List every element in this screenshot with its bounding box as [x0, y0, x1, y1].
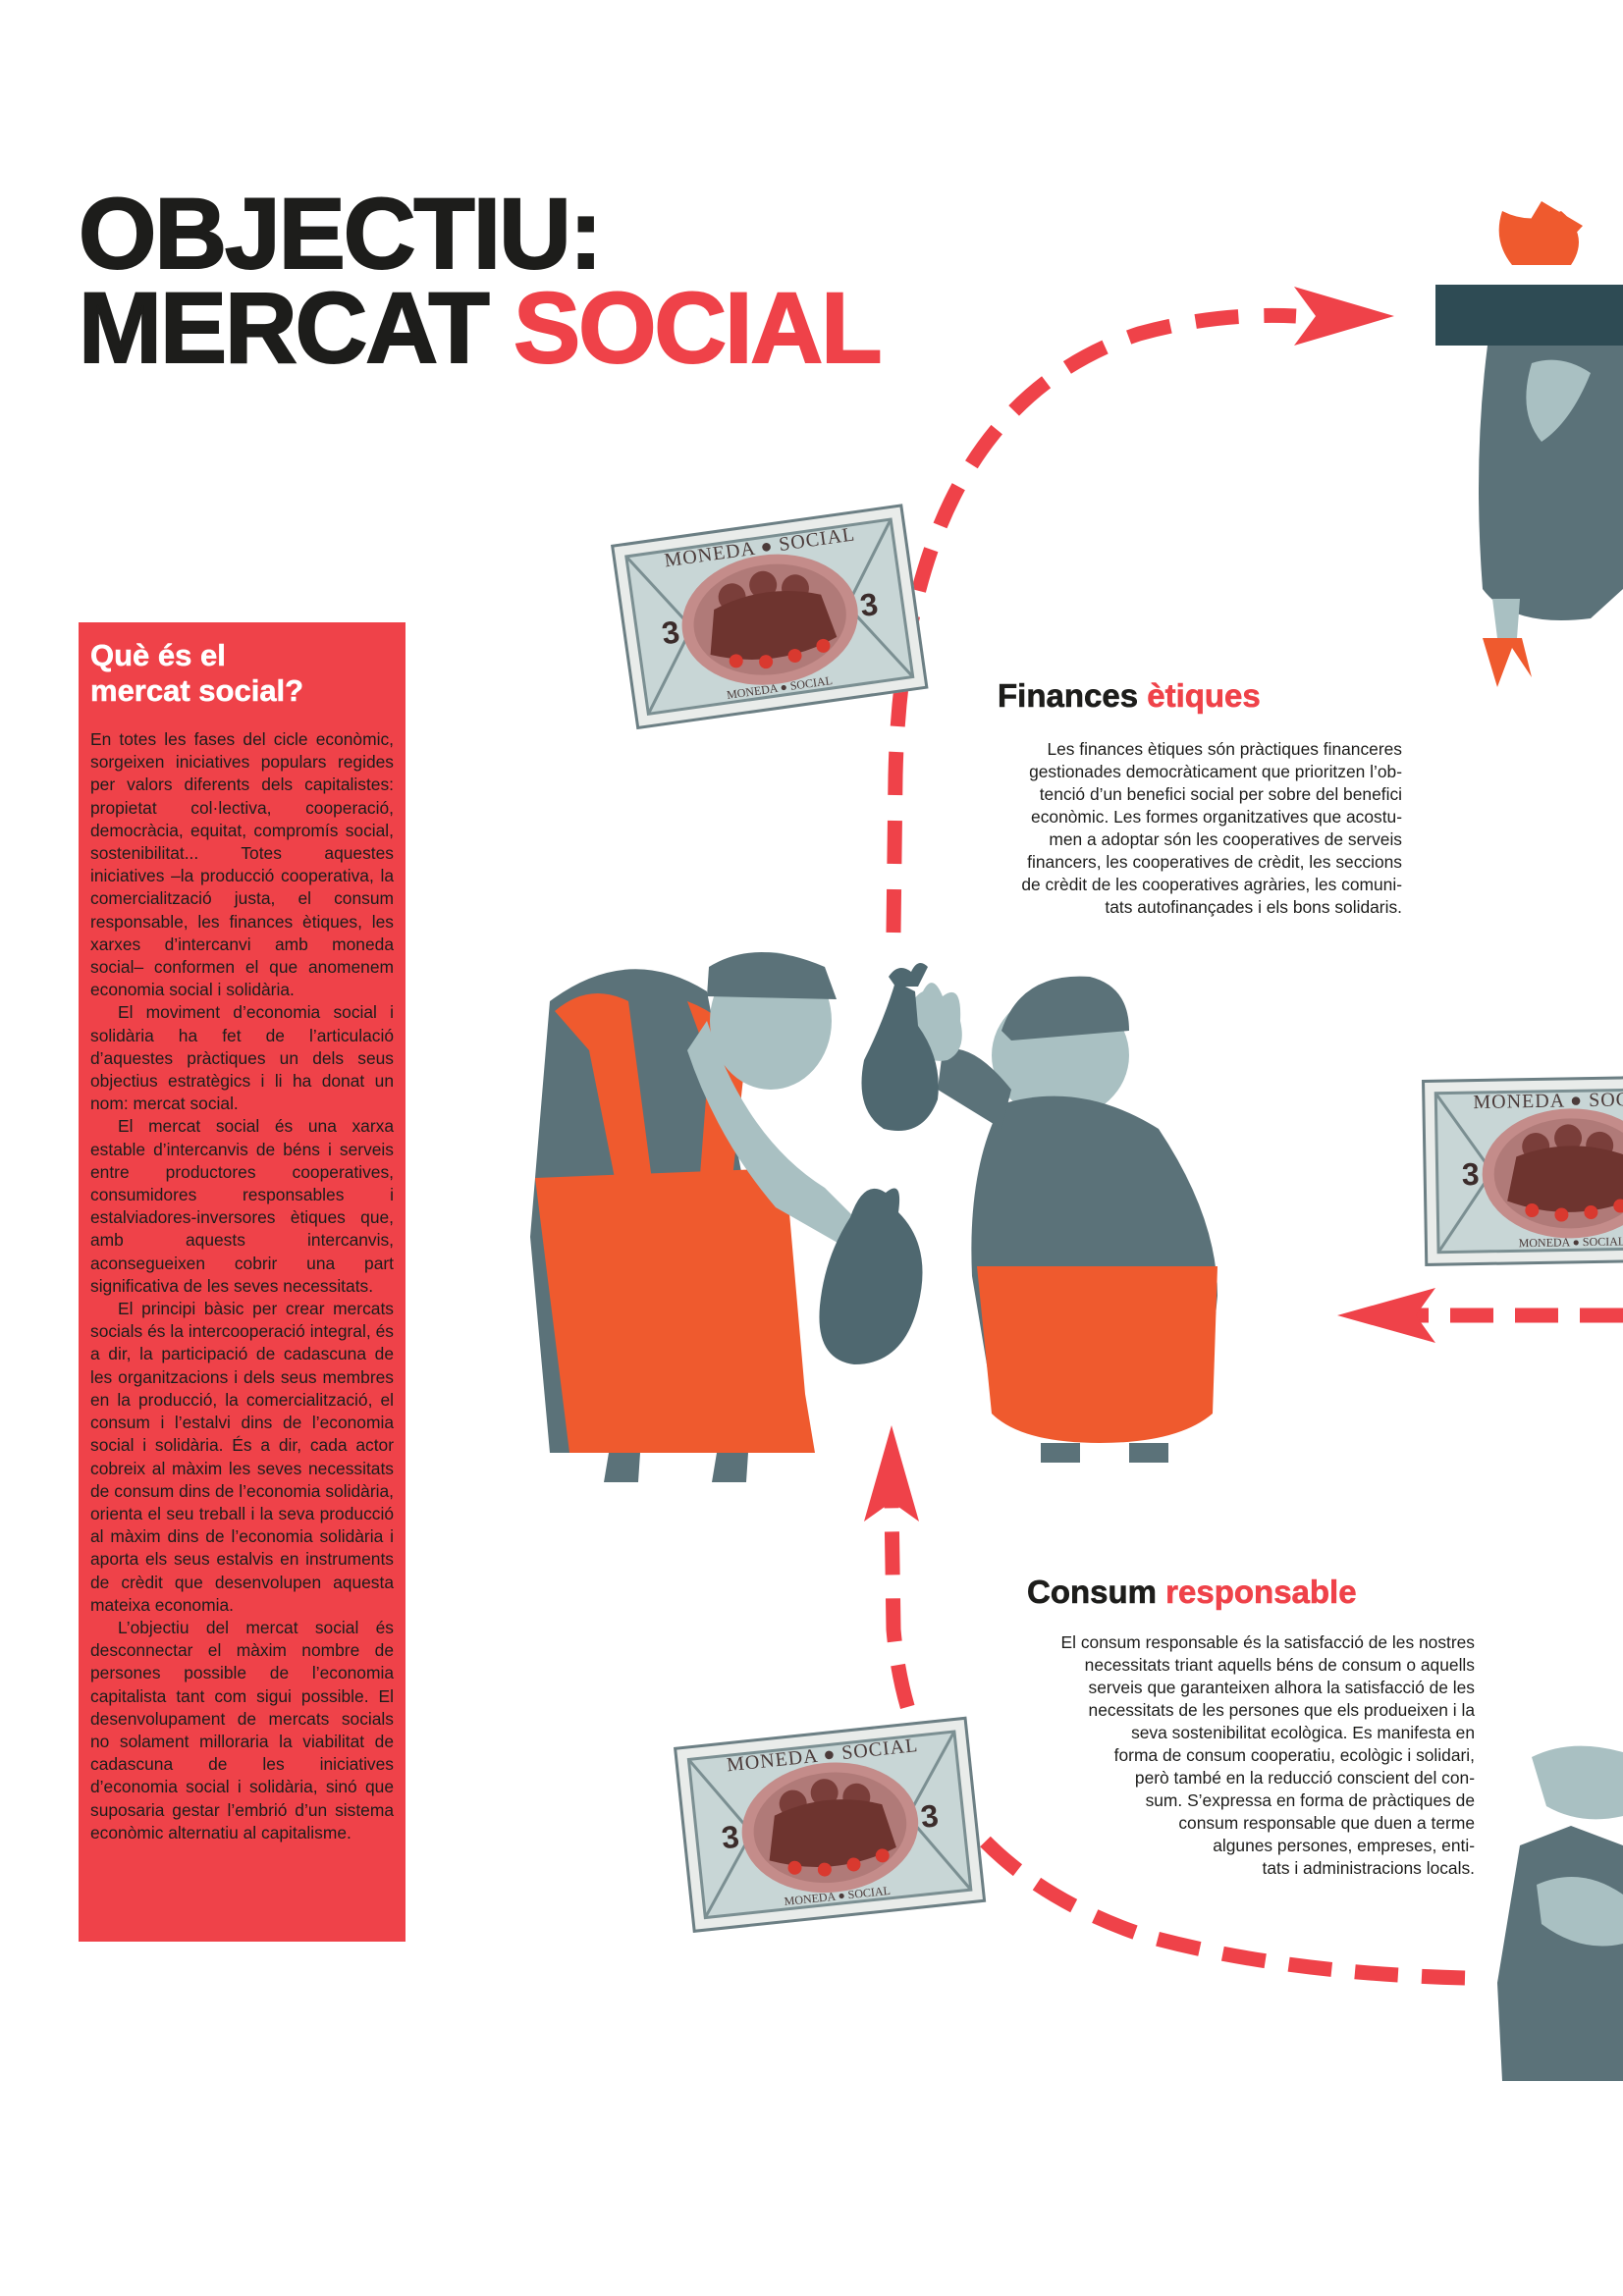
figure-left: [530, 952, 923, 1482]
sidebar-box: [79, 622, 406, 1942]
title-line2-dark: MERCAT: [79, 272, 514, 384]
consum-line: necessitats de les persones que els produeixen i la: [1088, 1700, 1475, 1720]
consum-line: forma de consum cooperatiu, ecològic i solidari,: [1113, 1745, 1475, 1765]
sidebar-paragraph: El principi bàsic per crear mercats socials és la intercooperació integral, és a dir, la participació de cadascuna de les organitzacions i dels seus membres en la producció, la comercialització, el consum i l’estalvi dins de l’economia social i solidària. És a dir, cada actor cobreix al màxim les seves necessitats de consum dins de l’economia solidària, orienta el seu treball i la seva producció al màxim dins de l’economia solidària i aporta els seus estalvis en instruments de crèdit que desenvolupen aquesta mateixa economia.: [90, 1299, 394, 1615]
page-title: [79, 178, 881, 384]
consum-title-dark: Consum: [1027, 1574, 1166, 1610]
sidebar-paragraph: En totes les fases del cicle econòmic, sorgeixen iniciatives populars regides per valors diferents dels capitalistes: propietat col·lectiva, cooperació, democràcia, equitat, compromís social, sostenibilitat... Totes aquestes iniciatives –la producció cooperativa, la comercialització justa, el consum responsable, les finances ètiques, les xarxes d’intercanvi amb moneda social– conformen el que anomenem economia social i solidària.: [90, 729, 394, 1000]
sidebar-paragraph: El moviment d’economia social i solidària ha fet de l’articulació d’aquestes pràctiques un dels seus objectius estratègics i li ha donat un nom: mercat social.: [90, 1002, 394, 1114]
banknote-top: [611, 504, 929, 729]
consum-line: necessitats triant aquells béns de consum o aquells: [1084, 1655, 1475, 1675]
finances-line: tats autofinançades i els bons solidaris.: [1105, 897, 1402, 917]
finances-line: men a adoptar són les cooperatives de serveis: [1049, 829, 1402, 849]
banknote-bottom: [674, 1717, 986, 1933]
figure-top-right: [1435, 201, 1623, 687]
consum-line: serveis que garanteixen alhora la satisfacció de les: [1088, 1678, 1475, 1697]
consum-line: El consum responsable és la satisfacció de les nostres: [1060, 1632, 1475, 1652]
consum-title-accent: responsable: [1165, 1574, 1357, 1610]
consum-text: [1011, 1631, 1475, 1880]
consum-title: [1027, 1574, 1357, 1611]
sidebar-paragraph: El mercat social és una xarxa estable d’intercanvis de béns i serveis entre productores cooperatives, consumidores responsables i estalviadores-inversores ètiques que, amb aquests intercanvis, aconsegueixen cobrir una part significativa de les seves necessitats.: [90, 1116, 394, 1296]
consum-line: sum. S’expressa en forma de pràctiques de: [1145, 1790, 1475, 1810]
sidebar-heading-line2: mercat social?: [90, 673, 304, 708]
finances-text: [943, 738, 1402, 919]
finances-line: Les finances ètiques són pràctiques financeres: [1047, 739, 1402, 759]
consum-line: però també en la reducció conscient del con-: [1134, 1768, 1475, 1788]
sidebar-paragraph: L’objectiu del mercat social és desconnectar el màxim nombre de persones possible de l’economia capitalista tant com sigui possible. El desenvolupament de mercats socials no solament milloraria la viabilitat de cadascuna de les iniciatives d’economia social i solidària, sinó que suposaria gestar l’embrió d’un sistema econòmic alternatiu al capitalisme.: [90, 1617, 394, 1842]
finances-title-dark: Finances: [998, 677, 1148, 714]
figure-bottom-right: [1497, 1746, 1623, 2081]
figure-right: [862, 963, 1218, 1463]
finances-line: tenció d’un benefici social per sobre del benefici: [1039, 784, 1402, 804]
title-line1: OBJECTIU:: [79, 178, 601, 290]
finances-line: econòmic. Les formes organitzatives que acostu-: [1031, 807, 1402, 827]
finances-title-accent: ètiques: [1147, 677, 1261, 714]
consum-line: consum responsable que duen a terme: [1178, 1813, 1475, 1833]
finances-line: financers, les cooperatives de crèdit, les seccions: [1027, 852, 1402, 872]
arrow-top-head: [1294, 287, 1394, 346]
finances-title: [998, 677, 1261, 715]
finances-line: de crèdit de les cooperatives agràries, les comuni-: [1021, 875, 1402, 894]
sidebar-heading: [90, 638, 394, 709]
title-line2-accent: SOCIAL: [514, 272, 881, 384]
finances-line: gestionades democràticament que prioritzen l’ob-: [1029, 762, 1402, 781]
consum-line: algunes persones, empreses, enti-: [1213, 1836, 1475, 1855]
consum-line: tats i administracions locals.: [1262, 1858, 1475, 1878]
banknote-right: [1422, 1075, 1623, 1266]
sidebar-heading-line1: Què és el: [90, 638, 226, 672]
consum-line: seva sostenibilitat ecològica. Es manifesta en: [1131, 1723, 1475, 1742]
